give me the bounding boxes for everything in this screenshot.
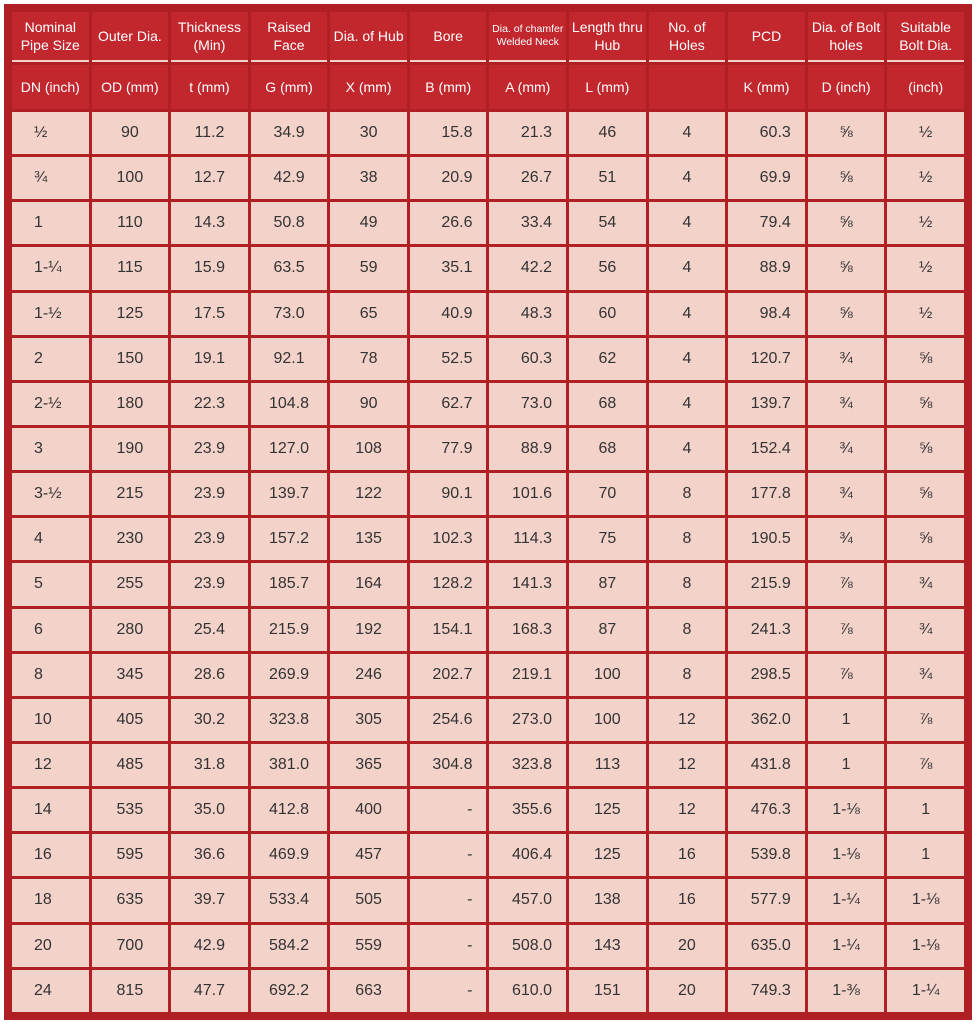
cell-chamfer-dia: 88.9 xyxy=(489,428,566,470)
cell-outer-dia: 190 xyxy=(92,428,169,470)
cell-no-of-holes: 12 xyxy=(649,744,726,786)
cell-chamfer-dia: 323.8 xyxy=(489,744,566,786)
cell-raised-face: 269.9 xyxy=(251,654,328,696)
cell-hub-dia: 30 xyxy=(330,112,407,154)
cell-length-thru-hub: 56 xyxy=(569,247,646,289)
unit-no-of-holes xyxy=(649,65,726,109)
cell-bolt-dia: ½ xyxy=(887,202,964,244)
cell-bore: - xyxy=(410,879,487,921)
header-outer-dia: Outer Dia. xyxy=(92,12,169,62)
cell-raised-face: 63.5 xyxy=(251,247,328,289)
cell-nominal-pipe-size: 4 xyxy=(12,518,89,560)
header-raised-face: Raised Face xyxy=(251,12,328,62)
unit-thickness: t (mm) xyxy=(171,65,248,109)
cell-outer-dia: 345 xyxy=(92,654,169,696)
cell-chamfer-dia: 355.6 xyxy=(489,789,566,831)
cell-bolt-hole-dia: 1-⅛ xyxy=(808,834,885,876)
cell-no-of-holes: 8 xyxy=(649,518,726,560)
cell-nominal-pipe-size: 3-½ xyxy=(12,473,89,515)
cell-pcd: 69.9 xyxy=(728,157,805,199)
cell-no-of-holes: 12 xyxy=(649,699,726,741)
cell-hub-dia: 246 xyxy=(330,654,407,696)
cell-thickness: 23.9 xyxy=(171,428,248,470)
cell-nominal-pipe-size: 18 xyxy=(12,879,89,921)
cell-chamfer-dia: 406.4 xyxy=(489,834,566,876)
cell-outer-dia: 180 xyxy=(92,383,169,425)
cell-thickness: 36.6 xyxy=(171,834,248,876)
cell-bolt-dia: ⅞ xyxy=(887,699,964,741)
cell-length-thru-hub: 46 xyxy=(569,112,646,154)
unit-length-thru-hub: L (mm) xyxy=(569,65,646,109)
cell-hub-dia: 505 xyxy=(330,879,407,921)
cell-no-of-holes: 20 xyxy=(649,970,726,1012)
cell-thickness: 22.3 xyxy=(171,383,248,425)
cell-no-of-holes: 8 xyxy=(649,609,726,651)
cell-pcd: 241.3 xyxy=(728,609,805,651)
cell-pcd: 60.3 xyxy=(728,112,805,154)
cell-bolt-dia: ¾ xyxy=(887,609,964,651)
cell-raised-face: 533.4 xyxy=(251,879,328,921)
cell-bolt-hole-dia: ⅝ xyxy=(808,157,885,199)
table-row xyxy=(12,247,964,289)
cell-nominal-pipe-size: 1-½ xyxy=(12,293,89,335)
cell-no-of-holes: 16 xyxy=(649,879,726,921)
table-row xyxy=(12,609,964,651)
cell-bore: 62.7 xyxy=(410,383,487,425)
cell-raised-face: 381.0 xyxy=(251,744,328,786)
cell-hub-dia: 90 xyxy=(330,383,407,425)
cell-thickness: 42.9 xyxy=(171,925,248,967)
cell-thickness: 15.9 xyxy=(171,247,248,289)
cell-thickness: 23.9 xyxy=(171,563,248,605)
cell-outer-dia: 150 xyxy=(92,338,169,380)
cell-bore: 304.8 xyxy=(410,744,487,786)
cell-pcd: 539.8 xyxy=(728,834,805,876)
cell-bolt-dia: 1-⅛ xyxy=(887,879,964,921)
cell-length-thru-hub: 68 xyxy=(569,428,646,470)
cell-outer-dia: 100 xyxy=(92,157,169,199)
unit-outer-dia: OD (mm) xyxy=(92,65,169,109)
cell-length-thru-hub: 70 xyxy=(569,473,646,515)
cell-raised-face: 139.7 xyxy=(251,473,328,515)
cell-bore: 77.9 xyxy=(410,428,487,470)
cell-bore: 202.7 xyxy=(410,654,487,696)
cell-no-of-holes: 8 xyxy=(649,473,726,515)
unit-pcd: K (mm) xyxy=(728,65,805,109)
cell-nominal-pipe-size: 12 xyxy=(12,744,89,786)
cell-pcd: 139.7 xyxy=(728,383,805,425)
cell-bolt-dia: ½ xyxy=(887,293,964,335)
cell-chamfer-dia: 457.0 xyxy=(489,879,566,921)
cell-bolt-hole-dia: 1 xyxy=(808,699,885,741)
cell-outer-dia: 255 xyxy=(92,563,169,605)
cell-pcd: 476.3 xyxy=(728,789,805,831)
table-row xyxy=(12,834,964,876)
cell-chamfer-dia: 219.1 xyxy=(489,654,566,696)
header-bolt-hole-dia: Dia. of Bolt holes xyxy=(808,12,885,62)
cell-length-thru-hub: 75 xyxy=(569,518,646,560)
cell-raised-face: 412.8 xyxy=(251,789,328,831)
cell-outer-dia: 110 xyxy=(92,202,169,244)
cell-thickness: 11.2 xyxy=(171,112,248,154)
cell-bolt-dia: 1-⅛ xyxy=(887,925,964,967)
cell-chamfer-dia: 48.3 xyxy=(489,293,566,335)
cell-outer-dia: 115 xyxy=(92,247,169,289)
cell-bolt-dia: ⅝ xyxy=(887,473,964,515)
table-row xyxy=(12,428,964,470)
cell-no-of-holes: 8 xyxy=(649,563,726,605)
cell-bolt-hole-dia: ⅞ xyxy=(808,654,885,696)
cell-hub-dia: 559 xyxy=(330,925,407,967)
cell-hub-dia: 365 xyxy=(330,744,407,786)
table-row xyxy=(12,789,964,831)
cell-thickness: 35.0 xyxy=(171,789,248,831)
cell-bolt-dia: ⅝ xyxy=(887,428,964,470)
table-row xyxy=(12,563,964,605)
header-chamfer-dia: Dia. of chamfer Welded Neck xyxy=(489,12,566,62)
cell-no-of-holes: 4 xyxy=(649,112,726,154)
table-row xyxy=(12,654,964,696)
cell-length-thru-hub: 60 xyxy=(569,293,646,335)
header-hub-dia: Dia. of Hub xyxy=(330,12,407,62)
cell-bolt-hole-dia: ¾ xyxy=(808,518,885,560)
cell-chamfer-dia: 42.2 xyxy=(489,247,566,289)
cell-bolt-hole-dia: 1-⅛ xyxy=(808,789,885,831)
cell-bolt-dia: 1 xyxy=(887,789,964,831)
cell-chamfer-dia: 508.0 xyxy=(489,925,566,967)
cell-no-of-holes: 4 xyxy=(649,293,726,335)
cell-nominal-pipe-size: 6 xyxy=(12,609,89,651)
cell-pcd: 577.9 xyxy=(728,879,805,921)
cell-outer-dia: 535 xyxy=(92,789,169,831)
cell-bolt-hole-dia: ⅝ xyxy=(808,202,885,244)
cell-no-of-holes: 12 xyxy=(649,789,726,831)
cell-pcd: 120.7 xyxy=(728,338,805,380)
cell-bolt-hole-dia: ⅝ xyxy=(808,247,885,289)
cell-hub-dia: 59 xyxy=(330,247,407,289)
table-row xyxy=(12,744,964,786)
unit-chamfer-dia: A (mm) xyxy=(489,65,566,109)
cell-bolt-dia: ½ xyxy=(887,157,964,199)
cell-raised-face: 469.9 xyxy=(251,834,328,876)
cell-no-of-holes: 20 xyxy=(649,925,726,967)
cell-chamfer-dia: 114.3 xyxy=(489,518,566,560)
cell-nominal-pipe-size: 5 xyxy=(12,563,89,605)
cell-chamfer-dia: 33.4 xyxy=(489,202,566,244)
cell-pcd: 88.9 xyxy=(728,247,805,289)
cell-raised-face: 185.7 xyxy=(251,563,328,605)
cell-chamfer-dia: 21.3 xyxy=(489,112,566,154)
table-row xyxy=(12,699,964,741)
cell-raised-face: 692.2 xyxy=(251,970,328,1012)
cell-bolt-dia: ¾ xyxy=(887,563,964,605)
cell-raised-face: 42.9 xyxy=(251,157,328,199)
cell-pcd: 635.0 xyxy=(728,925,805,967)
cell-bolt-hole-dia: ¾ xyxy=(808,428,885,470)
cell-outer-dia: 635 xyxy=(92,879,169,921)
cell-no-of-holes: 16 xyxy=(649,834,726,876)
cell-pcd: 177.8 xyxy=(728,473,805,515)
cell-bore: 90.1 xyxy=(410,473,487,515)
table-row xyxy=(12,473,964,515)
cell-hub-dia: 108 xyxy=(330,428,407,470)
cell-outer-dia: 405 xyxy=(92,699,169,741)
cell-raised-face: 215.9 xyxy=(251,609,328,651)
cell-pcd: 79.4 xyxy=(728,202,805,244)
cell-length-thru-hub: 125 xyxy=(569,834,646,876)
table-body xyxy=(12,112,964,1012)
cell-bolt-dia: ⅝ xyxy=(887,383,964,425)
cell-no-of-holes: 4 xyxy=(649,383,726,425)
cell-hub-dia: 663 xyxy=(330,970,407,1012)
table-row xyxy=(12,338,964,380)
cell-pcd: 749.3 xyxy=(728,970,805,1012)
cell-bore: - xyxy=(410,970,487,1012)
cell-thickness: 14.3 xyxy=(171,202,248,244)
cell-hub-dia: 305 xyxy=(330,699,407,741)
cell-bore: 15.8 xyxy=(410,112,487,154)
cell-no-of-holes: 4 xyxy=(649,338,726,380)
header-length-thru-hub: Length thru Hub xyxy=(569,12,646,62)
cell-length-thru-hub: 54 xyxy=(569,202,646,244)
cell-no-of-holes: 8 xyxy=(649,654,726,696)
cell-outer-dia: 90 xyxy=(92,112,169,154)
cell-hub-dia: 65 xyxy=(330,293,407,335)
cell-hub-dia: 49 xyxy=(330,202,407,244)
cell-hub-dia: 135 xyxy=(330,518,407,560)
cell-length-thru-hub: 51 xyxy=(569,157,646,199)
cell-chamfer-dia: 141.3 xyxy=(489,563,566,605)
header-row-labels xyxy=(12,12,964,62)
cell-thickness: 30.2 xyxy=(171,699,248,741)
cell-length-thru-hub: 138 xyxy=(569,879,646,921)
cell-outer-dia: 815 xyxy=(92,970,169,1012)
table-row xyxy=(12,202,964,244)
cell-length-thru-hub: 100 xyxy=(569,699,646,741)
header-bore: Bore xyxy=(410,12,487,62)
cell-nominal-pipe-size: 10 xyxy=(12,699,89,741)
table-row xyxy=(12,970,964,1012)
cell-hub-dia: 122 xyxy=(330,473,407,515)
cell-nominal-pipe-size: 24 xyxy=(12,970,89,1012)
cell-chamfer-dia: 610.0 xyxy=(489,970,566,1012)
cell-thickness: 12.7 xyxy=(171,157,248,199)
cell-raised-face: 127.0 xyxy=(251,428,328,470)
cell-chamfer-dia: 60.3 xyxy=(489,338,566,380)
cell-pcd: 215.9 xyxy=(728,563,805,605)
cell-no-of-holes: 4 xyxy=(649,428,726,470)
header-thickness: Thickness (Min) xyxy=(171,12,248,62)
cell-no-of-holes: 4 xyxy=(649,247,726,289)
flange-dimensions-table xyxy=(9,9,967,1015)
table-row xyxy=(12,879,964,921)
cell-length-thru-hub: 87 xyxy=(569,563,646,605)
cell-pcd: 98.4 xyxy=(728,293,805,335)
cell-thickness: 47.7 xyxy=(171,970,248,1012)
header-row-units xyxy=(12,65,964,109)
table-row xyxy=(12,293,964,335)
cell-no-of-holes: 4 xyxy=(649,157,726,199)
table-row xyxy=(12,383,964,425)
cell-bolt-hole-dia: 1-¼ xyxy=(808,879,885,921)
cell-nominal-pipe-size: 16 xyxy=(12,834,89,876)
cell-nominal-pipe-size: 14 xyxy=(12,789,89,831)
cell-thickness: 28.6 xyxy=(171,654,248,696)
cell-bolt-hole-dia: ¾ xyxy=(808,473,885,515)
cell-bore: - xyxy=(410,789,487,831)
cell-bolt-hole-dia: ¾ xyxy=(808,338,885,380)
cell-bolt-hole-dia: 1-¼ xyxy=(808,925,885,967)
cell-bolt-dia: 1 xyxy=(887,834,964,876)
cell-length-thru-hub: 125 xyxy=(569,789,646,831)
cell-raised-face: 157.2 xyxy=(251,518,328,560)
table-row xyxy=(12,518,964,560)
cell-bolt-dia: ⅝ xyxy=(887,518,964,560)
cell-length-thru-hub: 113 xyxy=(569,744,646,786)
header-bolt-dia: Suitable Bolt Dia. xyxy=(887,12,964,62)
cell-length-thru-hub: 62 xyxy=(569,338,646,380)
cell-bolt-dia: ⅞ xyxy=(887,744,964,786)
cell-nominal-pipe-size: ¾ xyxy=(12,157,89,199)
cell-hub-dia: 192 xyxy=(330,609,407,651)
cell-hub-dia: 38 xyxy=(330,157,407,199)
cell-bolt-dia: ¾ xyxy=(887,654,964,696)
unit-bore: B (mm) xyxy=(410,65,487,109)
cell-hub-dia: 400 xyxy=(330,789,407,831)
cell-thickness: 23.9 xyxy=(171,518,248,560)
cell-chamfer-dia: 26.7 xyxy=(489,157,566,199)
flange-spec-sheet xyxy=(4,4,972,1020)
cell-bolt-hole-dia: ⅝ xyxy=(808,293,885,335)
cell-hub-dia: 78 xyxy=(330,338,407,380)
cell-no-of-holes: 4 xyxy=(649,202,726,244)
cell-thickness: 17.5 xyxy=(171,293,248,335)
header-no-of-holes: No. of Holes xyxy=(649,12,726,62)
cell-bolt-dia: ⅝ xyxy=(887,338,964,380)
cell-nominal-pipe-size: 1 xyxy=(12,202,89,244)
unit-raised-face: G (mm) xyxy=(251,65,328,109)
cell-chamfer-dia: 101.6 xyxy=(489,473,566,515)
unit-hub-dia: X (mm) xyxy=(330,65,407,109)
cell-bore: - xyxy=(410,925,487,967)
cell-nominal-pipe-size: 2-½ xyxy=(12,383,89,425)
cell-outer-dia: 215 xyxy=(92,473,169,515)
cell-bore: - xyxy=(410,834,487,876)
cell-bolt-hole-dia: ¾ xyxy=(808,383,885,425)
cell-nominal-pipe-size: ½ xyxy=(12,112,89,154)
unit-bolt-hole-dia: D (inch) xyxy=(808,65,885,109)
cell-pcd: 190.5 xyxy=(728,518,805,560)
cell-outer-dia: 595 xyxy=(92,834,169,876)
cell-chamfer-dia: 73.0 xyxy=(489,383,566,425)
cell-bore: 128.2 xyxy=(410,563,487,605)
unit-nominal-pipe-size: DN (inch) xyxy=(12,65,89,109)
table-row xyxy=(12,925,964,967)
cell-pcd: 298.5 xyxy=(728,654,805,696)
table-row xyxy=(12,112,964,154)
cell-bore: 20.9 xyxy=(410,157,487,199)
cell-raised-face: 92.1 xyxy=(251,338,328,380)
cell-pcd: 152.4 xyxy=(728,428,805,470)
cell-raised-face: 73.0 xyxy=(251,293,328,335)
cell-bore: 35.1 xyxy=(410,247,487,289)
cell-bolt-hole-dia: ⅞ xyxy=(808,609,885,651)
cell-pcd: 362.0 xyxy=(728,699,805,741)
cell-bore: 52.5 xyxy=(410,338,487,380)
cell-pcd: 431.8 xyxy=(728,744,805,786)
header-nominal-pipe-size: Nominal Pipe Size xyxy=(12,12,89,62)
cell-chamfer-dia: 168.3 xyxy=(489,609,566,651)
cell-length-thru-hub: 100 xyxy=(569,654,646,696)
cell-thickness: 23.9 xyxy=(171,473,248,515)
cell-bore: 102.3 xyxy=(410,518,487,560)
cell-hub-dia: 457 xyxy=(330,834,407,876)
cell-bolt-dia: ½ xyxy=(887,112,964,154)
table-row xyxy=(12,157,964,199)
cell-outer-dia: 700 xyxy=(92,925,169,967)
cell-length-thru-hub: 87 xyxy=(569,609,646,651)
cell-bolt-dia: 1-¼ xyxy=(887,970,964,1012)
cell-outer-dia: 485 xyxy=(92,744,169,786)
cell-raised-face: 584.2 xyxy=(251,925,328,967)
cell-thickness: 31.8 xyxy=(171,744,248,786)
cell-bolt-hole-dia: 1 xyxy=(808,744,885,786)
cell-raised-face: 323.8 xyxy=(251,699,328,741)
cell-bolt-hole-dia: ⅞ xyxy=(808,563,885,605)
cell-nominal-pipe-size: 20 xyxy=(12,925,89,967)
unit-bolt-dia: (inch) xyxy=(887,65,964,109)
cell-bore: 154.1 xyxy=(410,609,487,651)
cell-bolt-hole-dia: 1-⅜ xyxy=(808,970,885,1012)
cell-chamfer-dia: 273.0 xyxy=(489,699,566,741)
cell-bolt-hole-dia: ⅝ xyxy=(808,112,885,154)
header-pcd: PCD xyxy=(728,12,805,62)
cell-thickness: 39.7 xyxy=(171,879,248,921)
cell-length-thru-hub: 68 xyxy=(569,383,646,425)
cell-thickness: 19.1 xyxy=(171,338,248,380)
cell-length-thru-hub: 151 xyxy=(569,970,646,1012)
cell-bolt-dia: ½ xyxy=(887,247,964,289)
cell-outer-dia: 125 xyxy=(92,293,169,335)
cell-outer-dia: 280 xyxy=(92,609,169,651)
cell-hub-dia: 164 xyxy=(330,563,407,605)
cell-length-thru-hub: 143 xyxy=(569,925,646,967)
cell-bore: 254.6 xyxy=(410,699,487,741)
cell-bore: 26.6 xyxy=(410,202,487,244)
cell-bore: 40.9 xyxy=(410,293,487,335)
cell-outer-dia: 230 xyxy=(92,518,169,560)
cell-nominal-pipe-size: 2 xyxy=(12,338,89,380)
cell-thickness: 25.4 xyxy=(171,609,248,651)
cell-raised-face: 50.8 xyxy=(251,202,328,244)
cell-raised-face: 34.9 xyxy=(251,112,328,154)
cell-nominal-pipe-size: 3 xyxy=(12,428,89,470)
cell-nominal-pipe-size: 8 xyxy=(12,654,89,696)
cell-raised-face: 104.8 xyxy=(251,383,328,425)
cell-nominal-pipe-size: 1-¼ xyxy=(12,247,89,289)
